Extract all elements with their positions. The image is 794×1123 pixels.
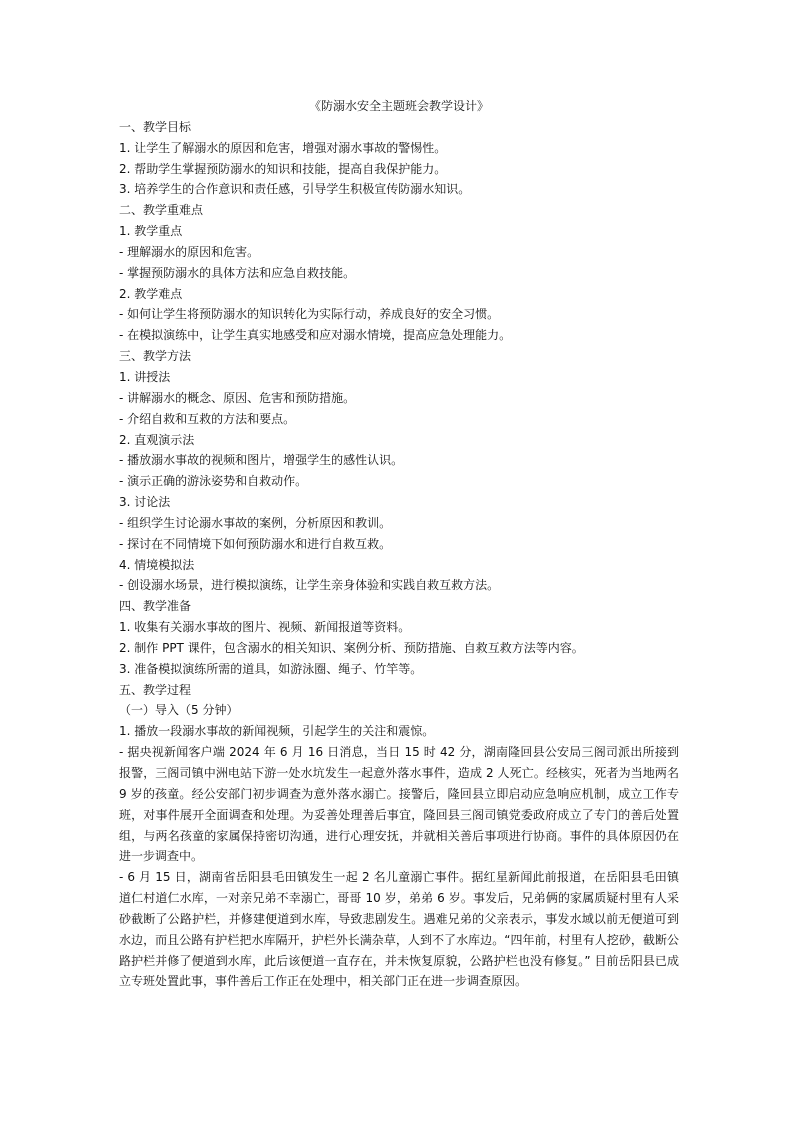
section-heading-objectives: 一、教学目标: [119, 119, 192, 134]
text-line: - 介绍自救和互救的方法和要点。: [119, 411, 296, 426]
section-heading-methods: 三、教学方法: [119, 349, 192, 364]
subheading: 2. 教学难点: [119, 286, 183, 301]
news-paragraph: - 6 月 15 日，湖南省岳阳县毛田镇发生一起 2 名儿童溺亡事件。据红星新闻此前报道，在岳阳县毛田镇道仁村道仁水库，一对亲兄弟不幸溺亡，哥哥 10 岁，弟弟 6 岁。事发后，兄弟俩的家属质疑村里有人采砂截断了公路护栏，并修建便道到水库，导致悲剧发生。遇难兄弟的父亲表示，事发水域以前无便道可到水边，而且公路有护栏把水库隔开，护栏外长满杂草，人到不了水库边。“四年前，村里有人挖砂，截断公路护栏并修了便道到水库，此后该便道一直存在，并未恢复原貌，公路护栏也没有修复。” 目前岳阳县已成立专班处置此事，事件善后工作正在处理中，相关部门正在进一步调查原因。: [119, 870, 679, 989]
text-line: - 掌握预防溺水的具体方法和应急自救技能。: [119, 265, 356, 280]
subheading: 3. 讨论法: [119, 495, 171, 510]
text-line: - 组织学生讨论溺水事故的案例，分析原因和教训。: [119, 515, 392, 530]
subheading: （一）导入（5 分钟）: [119, 703, 239, 718]
text-line: 1. 让学生了解溺水的原因和危害，增强对溺水事故的警惕性。: [119, 140, 447, 155]
section-heading-key-points: 二、教学重难点: [119, 203, 204, 218]
text-line: - 创设溺水场景，进行模拟演练，让学生亲身体验和实践自救互救方法。: [119, 578, 500, 593]
text-line: - 理解溺水的原因和危害。: [119, 244, 260, 259]
news-paragraph: - 据央视新闻客户端 2024 年 6 月 16 日消息，当日 15 时 42 分，湖南隆回县公安局三阁司派出所接到报警，三阁司镇中洲电站下游一处水坑发生一起意外落水事件，造成 2 人死亡。经核实，死者为当地两名 9 岁的孩童。经公安部门初步调查为意外落水溺亡。接警后，隆回县立即启动应急响应机制，成立工作专班，对事件展开全面调查和处理。为妥善处理善后事宜，隆回县三阁司镇党委政府成立了专门的善后处置组，与两名孩童的家属保持密切沟通，进行心理安抚，并就相关善后事项进行协商。事件的具体原因仍在进一步调查中。: [119, 745, 679, 864]
text-line: - 播放溺水事故的视频和图片，增强学生的感性认识。: [119, 453, 404, 468]
subheading: 1. 讲授法: [119, 369, 171, 384]
text-line: - 探讨在不同情境下如何预防溺水和进行自救互救。: [119, 536, 392, 551]
subheading: 1. 教学重点: [119, 224, 183, 239]
section-heading-process: 五、教学过程: [119, 682, 192, 697]
text-line: - 演示正确的游泳姿势和自救动作。: [119, 474, 308, 489]
subheading: 4. 情境模拟法: [119, 557, 195, 572]
text-line: - 如何让学生将预防溺水的知识转化为实际行动，养成良好的安全习惯。: [119, 307, 500, 322]
document-page: [119, 96, 679, 992]
text-line: 3. 准备模拟演练所需的道具，如游泳圈、绳子、竹竿等。: [119, 661, 423, 676]
text-line: 2. 制作 PPT 课件，包含溺水的相关知识、案例分析、预防措施、自救互救方法等内容。: [119, 640, 584, 655]
text-line: 2. 帮助学生掌握预防溺水的知识和技能，提高自我保护能力。: [119, 161, 447, 176]
text-line: 1. 收集有关溺水事故的图片、视频、新闻报道等资料。: [119, 620, 411, 635]
subheading: 2. 直观演示法: [119, 432, 195, 447]
text-line: - 讲解溺水的概念、原因、危害和预防措施。: [119, 390, 356, 405]
text-line: 1. 播放一段溺水事故的新闻视频，引起学生的关注和震惊。: [119, 724, 435, 739]
text-line: - 在模拟演练中，让学生真实地感受和应对溺水情境，提高应急处理能力。: [119, 328, 512, 343]
document-title: 《防溺水安全主题班会教学设计》: [308, 99, 489, 113]
text-line: 3. 培养学生的合作意识和责任感，引导学生积极宣传防溺水知识。: [119, 182, 471, 197]
section-heading-preparation: 四、教学准备: [119, 599, 192, 614]
